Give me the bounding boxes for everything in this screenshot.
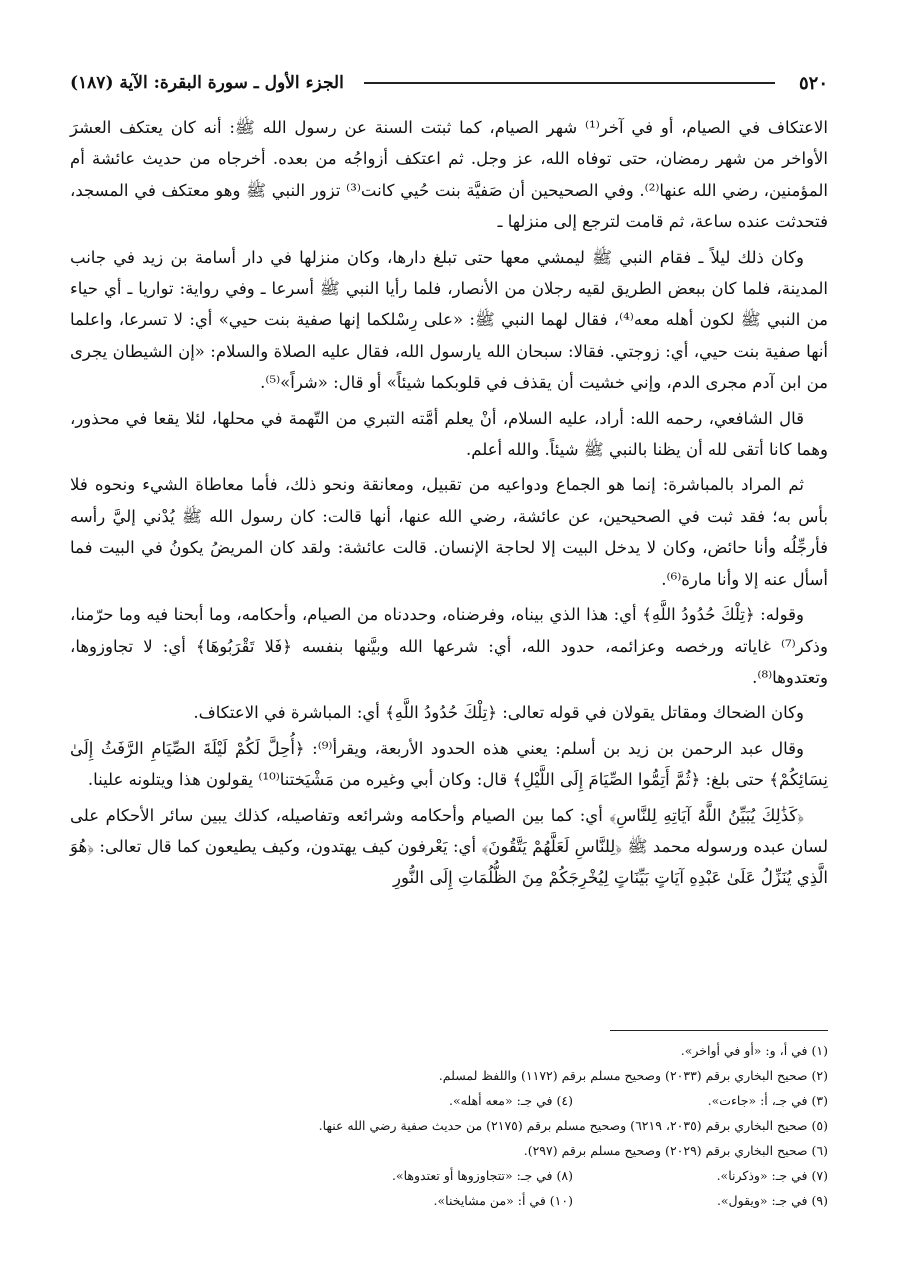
running-title: الجزء الأول ـ سورة البقرة: الآية (١٨٧) [70,73,344,93]
footnote: (١) في أ، و: «أو في أواخر». [680,1043,828,1058]
footnote: (٩) في جـ: «ويقول». [716,1193,828,1208]
footnote-row [70,1163,828,1188]
body-paragraph: ﴿كَذَٰلِكَ يُبَيِّنُ اللَّهُ آيَاتِهِ لِلنَّاسِ﴾ أي: كما بين الصيام وأحكامه وشرائعه وتفاصيله، كذلك يبين سائر الأحكام على لسان عبده ورسوله محمد ﷺ ﴿لِلنَّاسِ لَعَلَّهُمْ يَتَّقُونَ﴾ أي: يَعْرفون كيف يهتدون، وكيف يطيعون كما قال تعالى: ﴿هُوَ الَّذِي يُنَزِّلُ عَلَىٰ عَبْدِهِ آيَاتٍ بَيِّنَاتٍ لِيُخْرِجَكُمْ مِنَ الظُّلُمَاتِ إِلَى النُّورِ [70,805,828,888]
page-header [70,68,828,98]
footnote: (٨) في جـ: «تتجاوزوها أو تعتدوها». [391,1168,573,1183]
footnote: (٤) في جـ: «معه أهله». [449,1093,573,1108]
body-paragraph: وكان ذلك ليلاً ـ فقام النبي ﷺ ليمشي معها حتى تبلغ دارها، وكان منزلها في دار أسامة بن زيد في جانب المدينة، فلما كان ببعض الطريق لقيه رجلان من الأنصار، فلما رأيا النبي ﷺ أسرعا ـ وفي رواية: تواريا ـ أي حياء من النبي ﷺ لكون أهله معه⁽⁴⁾، فقال لهما النبي ﷺ: «على رِسْلكما إنها صفية بنت حيي» أي: لا تسرعا، واعلما أنها صفية بنت حيي، أي: زوجتي. فقالا: سبحان الله يارسول الله، فقال عليه الصلاة والسلام: «إن الشيطان يجرى من ابن آدم مجرى الدم، وإني خشيت أن يقذف في قلوبكما شيئاً» أو قال: «شراً»⁽⁵⁾. [70,247,828,393]
footnote-rule [610,1030,828,1031]
footnotes [70,1038,828,1213]
footnote: (٣) في جـ، أ: «جاءت». [707,1093,828,1108]
footnote: (٢) صحيح البخاري برقم (٢٠٣٣) وصحيح مسلم برقم (١١٧٢) واللفظ لمسلم. [438,1068,828,1083]
body-paragraph: الاعتكاف في الصيام، أو في آخر⁽¹⁾ شهر الصيام، كما ثبتت السنة عن رسول الله ﷺ: أنه كان يعتكف العشرَ الأواخر من شهر رمضان، حتى توفاه الله، عز وجل. ثم اعتكف أزواجُه من بعده. أخرجاه من حديث عائشة أم المؤمنين، رضي الله عنها⁽²⁾. وفي الصحيحين أن صَفيَّة بنت حُيي كانت⁽³⁾ تزور النبي ﷺ وهو معتكف في المسجد، فتحدثت عنده ساعة، ثم قامت لترجع إلى منزلها ـ [70,118,828,232]
body-paragraph: ثم المراد بالمباشرة: إنما هو الجماع ودواعيه من تقبيل، ومعانقة ونحو ذلك، فأما معاطاة الشيء ونحوه فلا بأس به؛ فقد ثبت في الصحيحين، عن عائشة، رضي الله عنها، أنها قالت: كان رسول الله ﷺ يُدْني إليَّ رأسه فأرجِّلُه وأنا حائض، وكان لا يدخل البيت إلا لحاجة الإنسان. قالت عائشة: ولقد كان المريضُ يكونُ في البيت فما أسأل عنه إلا وأنا مارة⁽⁶⁾. [70,475,828,589]
footnote: (٧) في جـ: «وذكرنا». [716,1168,828,1183]
body-paragraph: وقال عبد الرحمن بن زيد بن أسلم: يعني هذه الحدود الأربعة، ويقرأ⁽⁹⁾: ﴿أُحِلَّ لَكُمْ لَيْلَةَ الصِّيَامِ الرَّفَثُ إِلَىٰ نِسَائِكُمْ﴾ حتى بلغ: ﴿ثُمَّ أَتِمُّوا الصِّيَامَ إِلَى اللَّيْلِ﴾ قال: وكان أبي وغيره من مَشْيَختنا⁽¹⁰⁾ يقولون هذا ويتلونه علينا. [70,738,828,790]
body-paragraph: وكان الضحاك ومقاتل يقولان في قوله تعالى: ﴿تِلْكَ حُدُودُ اللَّهِ﴾ أي: المباشرة في الاعتكاف. [193,703,804,723]
footnote: (٥) صحيح البخاري برقم (٢٠٣٥، ٦٢١٩) وصحيح مسلم برقم (٢١٧٥) من حديث صفية رضي الله عنها. [318,1118,828,1133]
page-body [70,112,828,898]
footnote: (٦) صحيح البخاري برقم (٢٠٢٩) وصحيح مسلم برقم (٢٩٧). [523,1143,828,1158]
page-number: ٥٢٠ [798,72,828,94]
header-rule [364,82,775,84]
body-paragraph: وقوله: ﴿تِلْكَ حُدُودُ اللَّهِ﴾ أي: هذا الذي بيناه، وفرضناه، وحددناه من الصيام، وأحكامه، وما أبحنا فيه وما حرّمنا، وذكر⁽⁷⁾ غاياته ورخصه وعزائمه، حدود الله، أي: شرعها الله وبيَّنها بنفسه ﴿فَلا تَقْرَبُوهَا﴾ أي: لا تجاوزوها، وتعتدوها⁽⁸⁾. [70,605,828,687]
footnote-row [70,1188,828,1213]
body-paragraph: قال الشافعي، رحمه الله: أراد، عليه السلام، أنْ يعلم أمَّته التبري من التّهمة في محلها، لئلا يقعا في محذور، وهما كانا أتقى لله أن يظنا بالنبي ﷺ شيئاً. والله أعلم. [70,408,828,460]
footnote: (١٠) في أ: «من مشايخنا». [433,1193,573,1208]
footnote-row [70,1088,828,1113]
